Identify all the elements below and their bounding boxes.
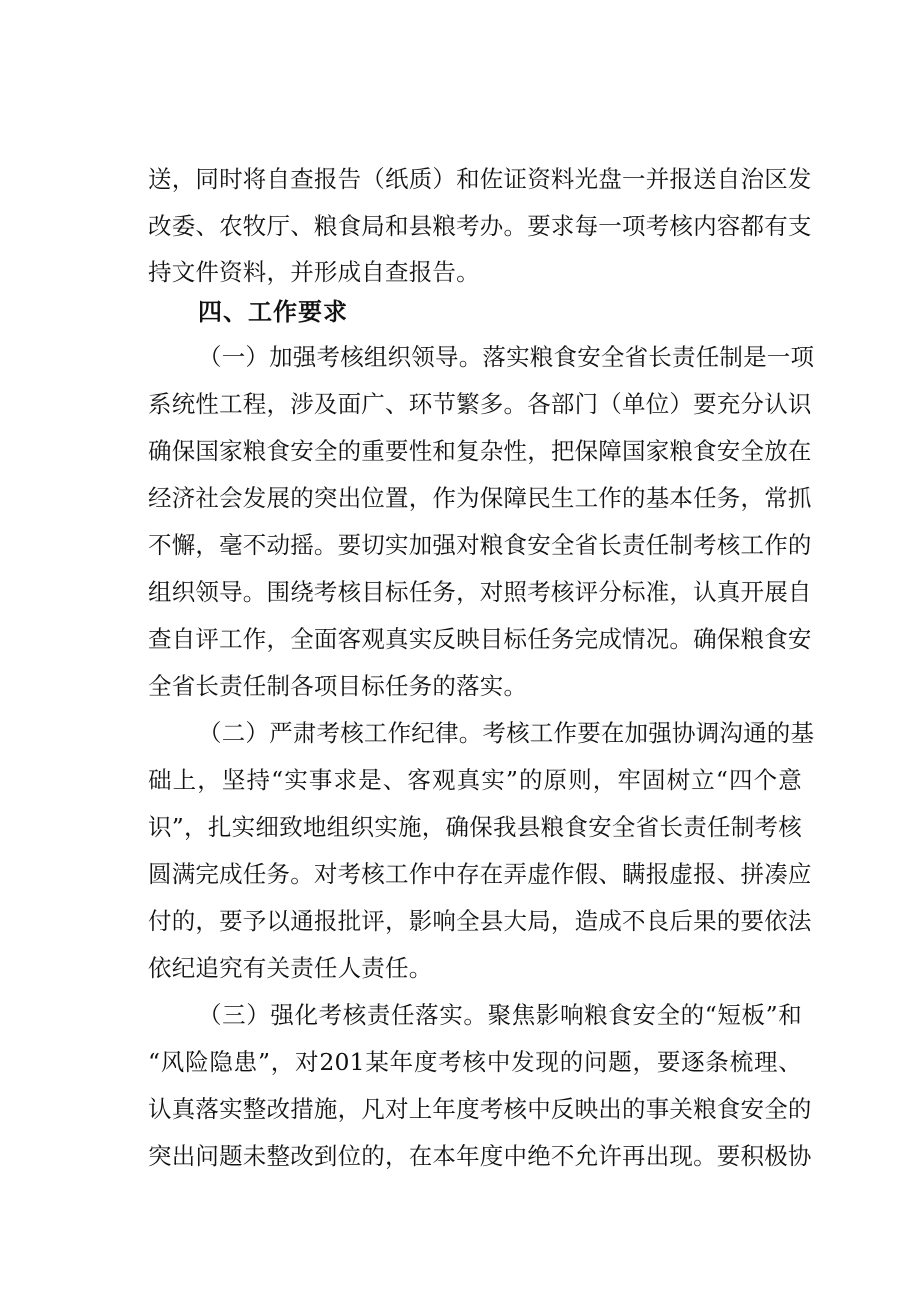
item1-line-4: 经济社会发展的突出位置，作为保障民生工作的基本任务，常抓	[148, 484, 812, 512]
item2-line-1: （二）严肃考核工作纪律。考核工作要在加强协调沟通的基	[198, 719, 815, 747]
item2-line-6: 依纪追究有关责任人责任。	[148, 954, 433, 982]
intro-line-1: 送，同时将自查报告（纸质）和佐证资料光盘一并报送自治区发	[148, 165, 812, 193]
item1-line-3: 确保国家粮食安全的重要性和复杂性，把保障国家粮食安全放在	[148, 437, 812, 465]
item3-line-1: （三）强化考核责任落实。聚焦影响粮食安全的“短板”和	[198, 1001, 802, 1029]
item1-line-1: （一）加强考核组织领导。落实粮食安全省长责任制是一项	[198, 343, 815, 371]
intro-line-2: 改委、农牧厅、粮食局和县粮考办。要求每一项考核内容都有支	[148, 212, 812, 240]
item2-line-3: 识”，扎实细致地组织实施，确保我县粮食安全省长责任制考核	[148, 813, 802, 841]
item3-line-4: 突出问题未整改到位的，在本年度中绝不允许再出现。要积极协	[148, 1142, 812, 1170]
item1-line-6: 组织领导。围绕考核目标任务，对照考核评分标准，认真开展自	[148, 578, 812, 606]
item3-line-3: 认真落实整改措施，凡对上年度考核中反映出的事关粮食安全的	[148, 1095, 812, 1123]
item2-line-4: 圆满完成任务。对考核工作中存在弄虚作假、瞒报虚报、拼凑应	[148, 860, 812, 888]
item1-line-2: 系统性工程，涉及面广、环节繁多。各部门（单位）要充分认识	[148, 390, 812, 418]
item1-line-7: 查自评工作，全面客观真实反映目标任务完成情况。确保粮食安	[148, 625, 812, 653]
item3-line-2: “风险隐患”，对201某年度考核中发现的问题，要逐条梳理、	[148, 1048, 802, 1076]
item1-line-5: 不懈，毫不动摇。要切实加强对粮食安全省长责任制考核工作的	[148, 531, 812, 559]
intro-line-3: 持文件资料，并形成自查报告。	[148, 258, 480, 286]
item2-line-5: 付的，要予以通报批评，影响全县大局，造成不良后果的要依法	[148, 907, 812, 935]
item2-line-2: 础上，坚持“实事求是、客观真实”的原则，牢固树立“四个意	[148, 766, 802, 794]
section-heading: 四、工作要求	[198, 298, 348, 326]
item1-line-8: 全省长责任制各项目标任务的落实。	[148, 672, 528, 700]
